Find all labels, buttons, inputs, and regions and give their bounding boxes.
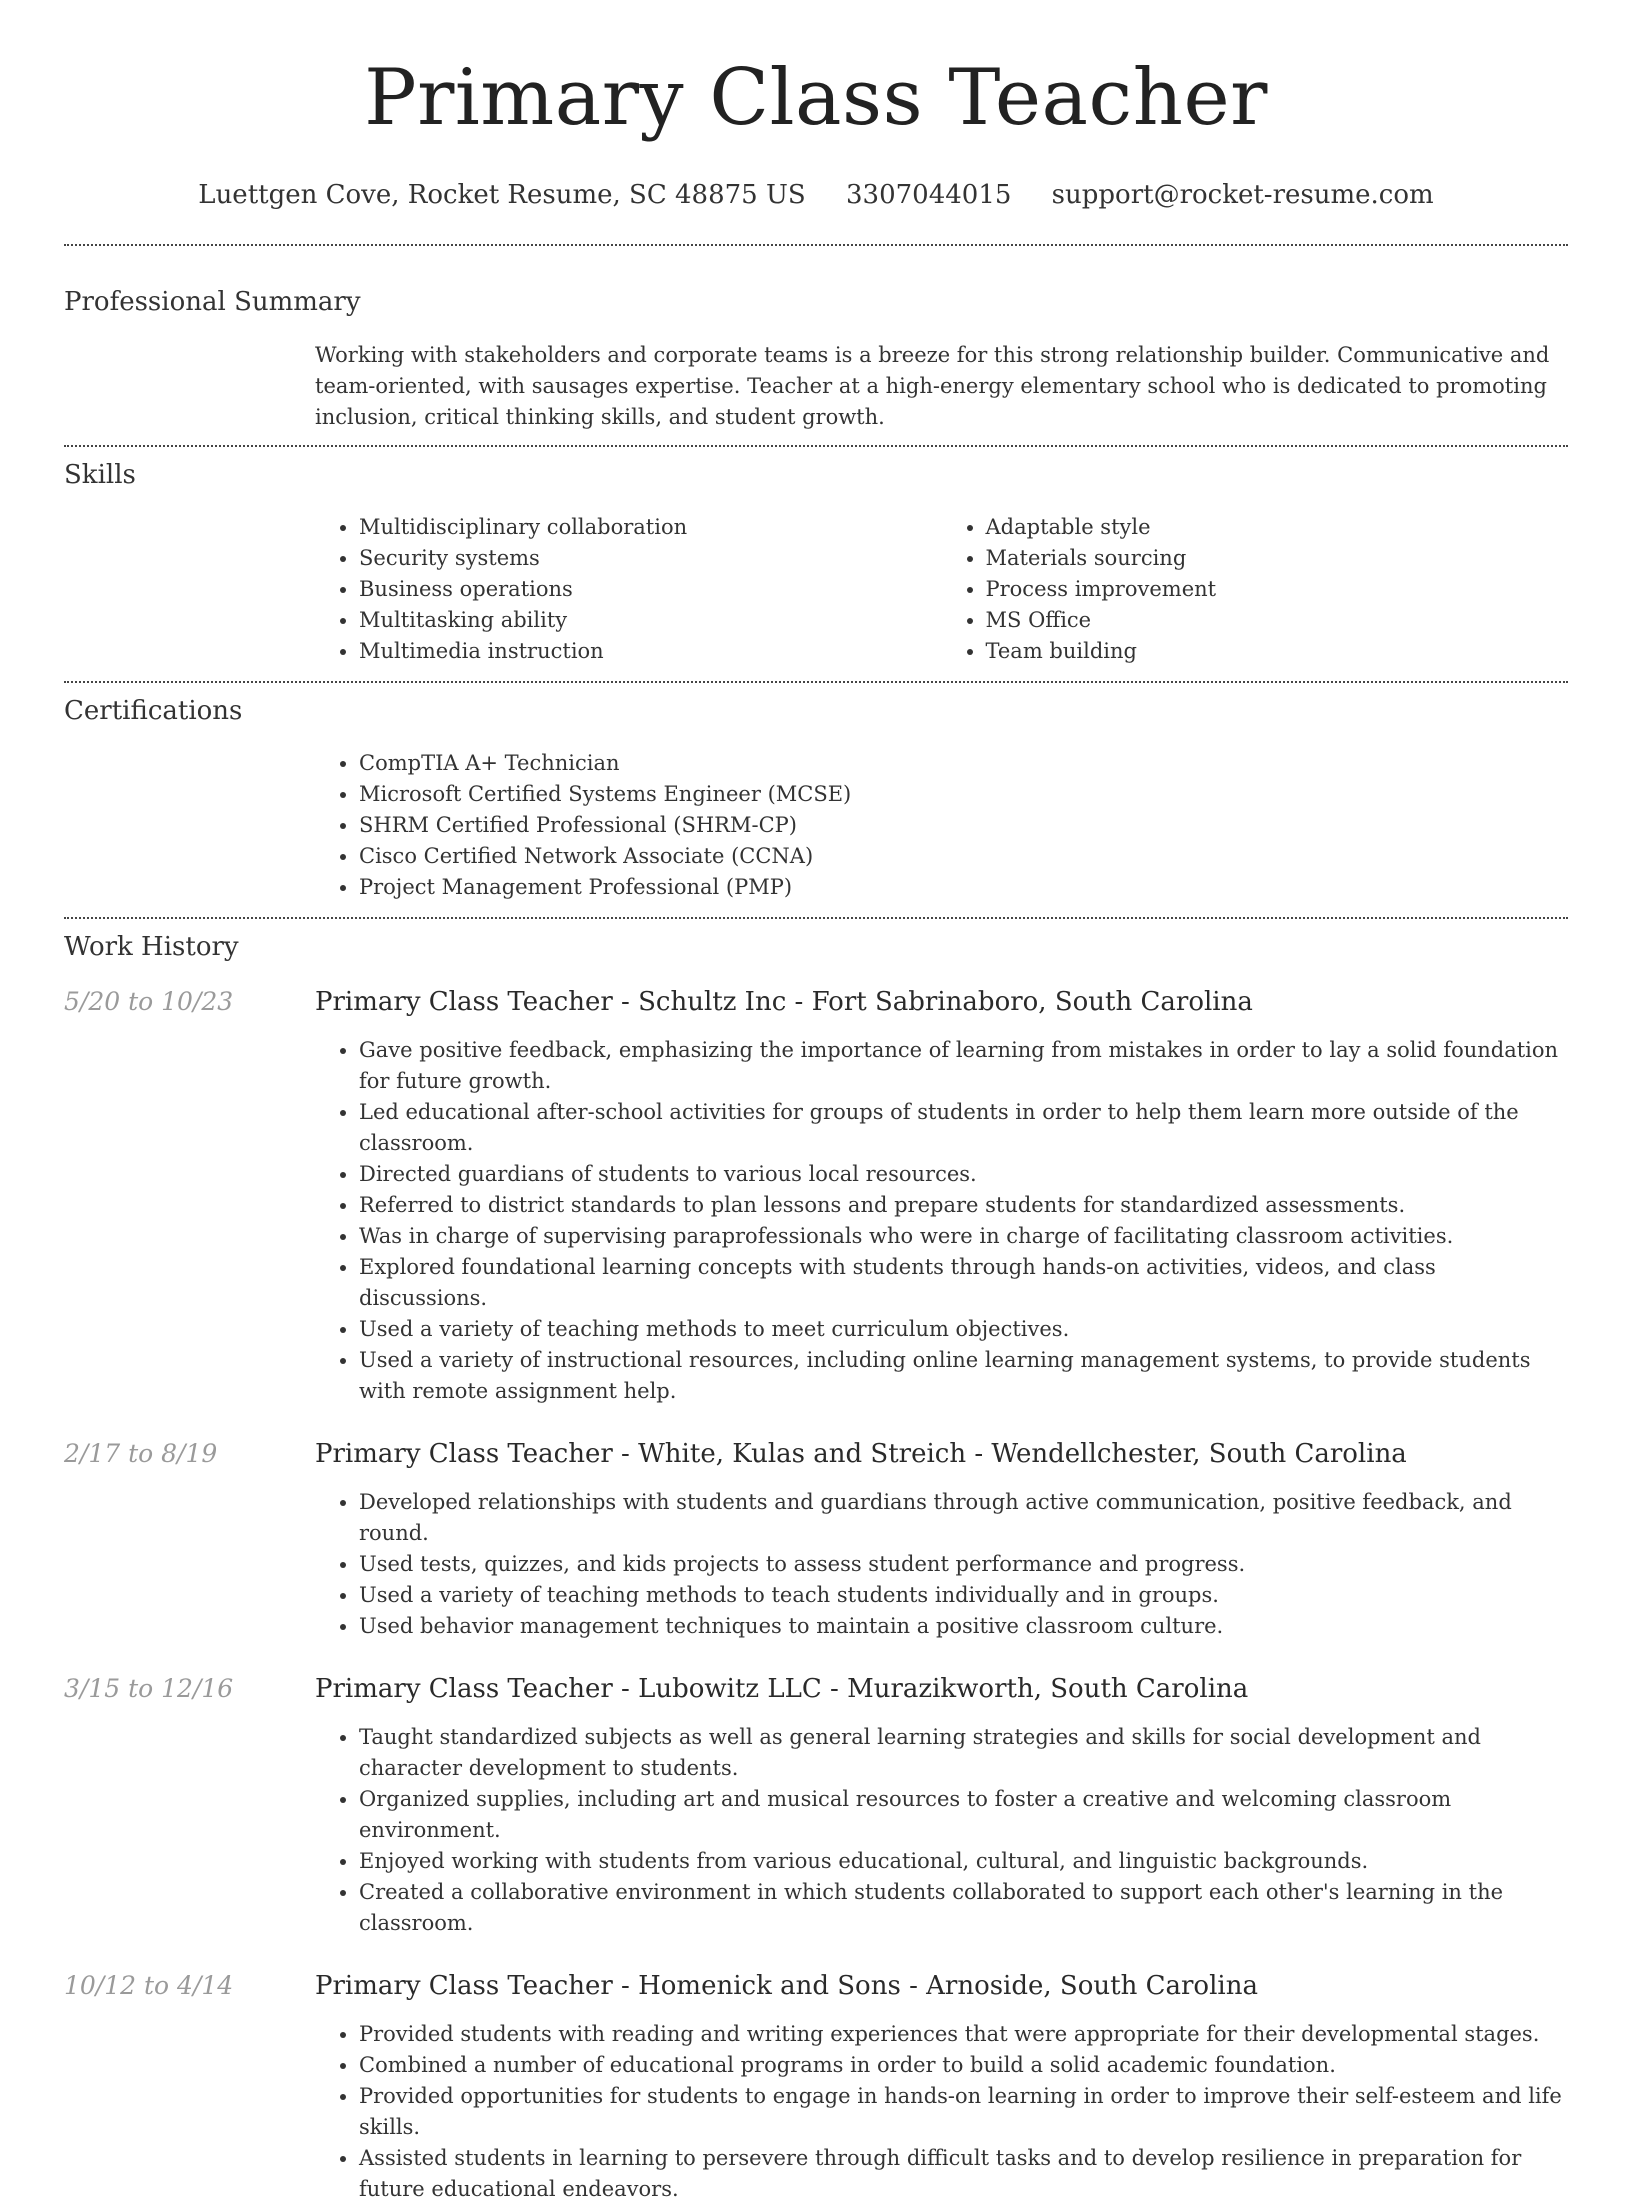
job-bullet: • Directed guardians of students to various local resources. <box>359 1159 1568 1190</box>
job-bullet: • Created a collaborative environment in which students collaborated to support each other's learning in the classroom. <box>359 1877 1568 1939</box>
job-bullet: • Used a variety of instructional resources, including online learning management systems, to provide students with remote assignment help. <box>359 1345 1568 1407</box>
certifications-title: Certifications <box>64 696 243 726</box>
work-history-section <box>64 919 1568 2205</box>
job-dates: 5/20 to 10/23 <box>64 987 234 1016</box>
certification-item: • Cisco Certified Network Associate (CCNA) <box>359 841 1568 872</box>
skills-section <box>64 447 1568 667</box>
skill-item: • Materials sourcing <box>986 543 1569 574</box>
contact-email: support@rocket-resume.com <box>1051 180 1434 210</box>
skill-item: • Multimedia instruction <box>359 636 942 667</box>
contact-phone: 3307044015 <box>845 180 1012 210</box>
skill-item: • Adaptable style <box>986 512 1569 543</box>
skills-column-right <box>942 512 1569 667</box>
skill-item: • Business operations <box>359 574 942 605</box>
job-bullet: • Referred to district standards to plan lessons and prepare students for standardized assessments. <box>359 1190 1568 1221</box>
job-bullet: • Assisted students in learning to persevere through difficult tasks and to develop resilience in preparation for future educational endeavors. <box>359 2143 1568 2205</box>
job-bullet: • Taught standardized subjects as well as general learning strategies and skills for social development and character development to students. <box>359 1722 1568 1784</box>
job-bullet: • Provided students with reading and writing experiences that were appropriate for their developmental stages. <box>359 2019 1568 2050</box>
job-dates: 3/15 to 12/16 <box>64 1674 234 1703</box>
candidate-name: Primary Class Teacher <box>364 53 1268 143</box>
job-bullet: • Explored foundational learning concepts with students through hands-on activities, videos, and class discussions. <box>359 1252 1568 1314</box>
job-bullet: • Developed relationships with students and guardians through active communication, positive feedback, and round. <box>359 1487 1568 1549</box>
job-bullet: • Was in charge of supervising paraprofessionals who were in charge of facilitating classroom activities. <box>359 1221 1568 1252</box>
job-heading: Primary Class Teacher - White, Kulas and Streich - Wendellchester, South Carolina <box>315 1439 1407 1469</box>
certification-item: • SHRM Certified Professional (SHRM-CP) <box>359 810 1568 841</box>
job-entry <box>64 1673 1568 1939</box>
certifications-list <box>315 748 1568 903</box>
summary-text: Working with stakeholders and corporate teams is a breeze for this strong relationship builder. Communicative and team-oriented, with sausages expertise. Teacher at a high-energy elementary school who is dedicated to promoting inclusion, critical thinking skills, and student growth. <box>315 343 1550 429</box>
job-bullets <box>315 1487 1568 1642</box>
skill-item: • Team building <box>986 636 1569 667</box>
certifications-section <box>64 683 1568 903</box>
job-bullets <box>315 1722 1568 1939</box>
skill-item: • Process improvement <box>986 574 1569 605</box>
job-dates: 10/12 to 4/14 <box>64 1971 234 2000</box>
job-bullet: • Led educational after-school activities for groups of students in order to help them learn more outside of the classroom. <box>359 1097 1568 1159</box>
job-bullet: • Provided opportunities for students to engage in hands-on learning in order to improve their self-esteem and life skills. <box>359 2081 1568 2143</box>
skill-item: • Multitasking ability <box>359 605 942 636</box>
job-bullets <box>315 2019 1568 2205</box>
resume-header <box>64 0 1568 210</box>
job-entry <box>64 1438 1568 1642</box>
summary-section <box>64 246 1568 433</box>
certification-item: • Project Management Professional (PMP) <box>359 872 1568 903</box>
certifications-items <box>315 748 1568 903</box>
skill-item: • Multidisciplinary collaboration <box>359 512 942 543</box>
job-entry <box>64 986 1568 1407</box>
job-bullets <box>315 1035 1568 1407</box>
resume-page <box>64 0 1568 2205</box>
job-heading: Primary Class Teacher - Schultz Inc - Fort Sabrinaboro, South Carolina <box>315 987 1253 1017</box>
job-dates: 2/17 to 8/19 <box>64 1439 218 1468</box>
skills-column-left <box>315 512 942 667</box>
certification-item: • CompTIA A+ Technician <box>359 748 1568 779</box>
job-bullet: • Used behavior management techniques to maintain a positive classroom culture. <box>359 1611 1568 1642</box>
job-heading: Primary Class Teacher - Homenick and Sons - Arnoside, South Carolina <box>315 1971 1258 2001</box>
job-entry <box>64 1970 1568 2205</box>
job-bullet: • Gave positive feedback, emphasizing the importance of learning from mistakes in order to lay a solid foundation for future growth. <box>359 1035 1568 1097</box>
job-bullet: • Used a variety of teaching methods to meet curriculum objectives. <box>359 1314 1568 1345</box>
job-bullet: • Used tests, quizzes, and kids projects to assess student performance and progress. <box>359 1549 1568 1580</box>
skill-item: • Security systems <box>359 543 942 574</box>
job-bullet: • Organized supplies, including art and musical resources to foster a creative and welcoming classroom environment. <box>359 1784 1568 1846</box>
job-bullet: • Used a variety of teaching methods to teach students individually and in groups. <box>359 1580 1568 1611</box>
work-history-title: Work History <box>64 932 239 962</box>
job-bullet: • Enjoyed working with students from various educational, cultural, and linguistic backgrounds. <box>359 1846 1568 1877</box>
summary-title: Professional Summary <box>64 287 361 317</box>
contact-line <box>64 180 1568 210</box>
skills-title: Skills <box>64 460 136 490</box>
contact-address: Luettgen Cove, Rocket Resume, SC 48875 US <box>198 180 806 210</box>
certification-item: • Microsoft Certified Systems Engineer (MCSE) <box>359 779 1568 810</box>
job-heading: Primary Class Teacher - Lubowitz LLC - Murazikworth, South Carolina <box>315 1674 1249 1704</box>
skill-item: • MS Office <box>986 605 1569 636</box>
job-bullet: • Combined a number of educational programs in order to build a solid academic foundation. <box>359 2050 1568 2081</box>
skills-list <box>315 512 1568 667</box>
